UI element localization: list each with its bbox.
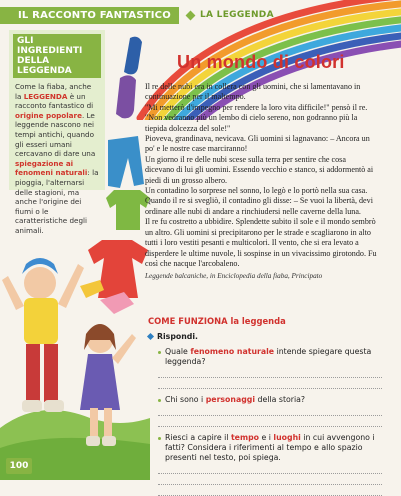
answer-line[interactable] xyxy=(158,485,382,496)
bullet-icon xyxy=(158,399,161,402)
question-keyword: tempo xyxy=(230,433,260,442)
question-text-part: intende spiegare questa leggenda? xyxy=(165,347,372,366)
answer-lines-1[interactable] xyxy=(148,367,382,389)
question-keyword: fenomeno naturale xyxy=(190,347,275,356)
question-2-text xyxy=(165,395,305,405)
ingredients-highlight: spiegazione ai fenomeni naturali xyxy=(15,158,88,178)
story-paragraph: Un giorno il re delle nubi scese sulla terra per sentire che cosa dicevano di lui gli uomini. Essendo vecchio e stanco, si addormentò ai piedi di un grosso albero. xyxy=(145,154,374,185)
comprehension-section xyxy=(148,316,382,496)
question-text-part: Chi sono i xyxy=(165,395,206,404)
story-text xyxy=(145,82,377,282)
ingredients-text-part: : la pioggia, l'alternarsi delle stagioni, ma anche l'origine dei fiumi o le caratteristiche degli animali. xyxy=(15,168,99,235)
story-title: Un mondo di colori xyxy=(177,52,345,72)
story-source: Leggende balcaniche, in Enciclopedia della fiaba, Principato xyxy=(145,272,323,281)
answer-line[interactable] xyxy=(158,378,382,389)
question-text-part: in cui avvengono i fatti? Considera i riferimenti al tempo e allo spazio presenti nel testo, poi spiega. xyxy=(165,433,375,462)
question-3 xyxy=(148,433,382,463)
question-keyword: personaggi xyxy=(205,395,256,404)
answer-lines-2[interactable] xyxy=(148,405,382,427)
bullet-icon xyxy=(158,437,161,440)
subcategory-label: LA LEGGENDA xyxy=(199,10,274,20)
comprehension-title-cap: C xyxy=(148,316,155,326)
question-text-part: della storia? xyxy=(255,395,306,404)
bullet-icon xyxy=(158,351,161,354)
story-paragraph: Pioveva, grandinava, nevicava. Gli uomini si lagnavano: – Ancora un po' e le nostre case marciranno! xyxy=(145,134,370,154)
ingredients-text-part: Come la fiaba, anche la xyxy=(15,82,92,101)
question-keyword: luoghi xyxy=(273,433,301,442)
question-1-text xyxy=(165,347,382,367)
ingredients-highlight: origine popolare xyxy=(15,110,82,120)
ingredients-text-part: . Le leggende nascono nei tempi antichi, quando gli esseri umani cercavano di dare una xyxy=(15,110,96,159)
question-text-part: e i xyxy=(259,433,274,442)
answer-line[interactable] xyxy=(158,416,382,427)
question-text-part: Quale xyxy=(165,347,191,356)
answer-instruction xyxy=(148,332,382,341)
ingredients-title-line1: GLI INGREDIENTI xyxy=(17,36,83,56)
story-paragraph: Il re fu costretto a ubbidire. Splendette subito il sole e il mondo sembrò un altro. Gli uomini si precipitarono per le strade e scagliarono in alto tutti i loro vestiti pesanti e multicolori. Il vento, che si era levato a disperdere le ultime nuvole, li sospinse in un vivacissimo girotondo. Fu così che nacque l'arcobaleno. xyxy=(145,217,377,268)
answer-line[interactable] xyxy=(158,405,382,416)
question-1 xyxy=(148,347,382,367)
story-paragraph: Un contadino lo sorprese nel sonno, lo legò e lo portò nella sua casa. Quando il re si svegliò, il contadino gli disse: – Se vuoi la libertà, devi ordinare alle nubi di andare a rinchiudersi nelle caverne della luna. xyxy=(145,186,373,216)
answer-line[interactable] xyxy=(158,367,382,378)
ingredients-text-part: è un racconto fantastico di xyxy=(15,91,94,111)
question-text-part: Riesci a capire il xyxy=(165,433,231,442)
question-2 xyxy=(148,395,382,405)
story-paragraph: Il re delle nubi era in collera con gli uomini, che si lamentavano in continuazione per il maltempo. xyxy=(145,82,361,102)
ingredients-title-line2: DELLA LEGGENDA xyxy=(17,56,72,76)
children-illustration xyxy=(0,228,150,480)
answer-instruction-label: Rispondi. xyxy=(157,332,199,341)
answer-line[interactable] xyxy=(158,463,382,474)
diamond-icon xyxy=(147,333,154,340)
category-tag: IL RACCONTO FANTASTICO xyxy=(0,7,179,24)
comprehension-title-rest: OME FUNZIONA la leggenda xyxy=(154,316,286,326)
ingredients-highlight: LEGGENDA xyxy=(23,91,68,101)
comprehension-title xyxy=(148,316,382,326)
story-paragraph: "Mi metterò d'impegno per rendere la loro vita difficile!" pensò il re. "Non vedranno più un lembo di cielo sereno, non godranno più la tiepida dolcezza del sole!" xyxy=(145,102,368,133)
page-number: 100 xyxy=(6,458,32,474)
question-3-text xyxy=(165,433,382,463)
